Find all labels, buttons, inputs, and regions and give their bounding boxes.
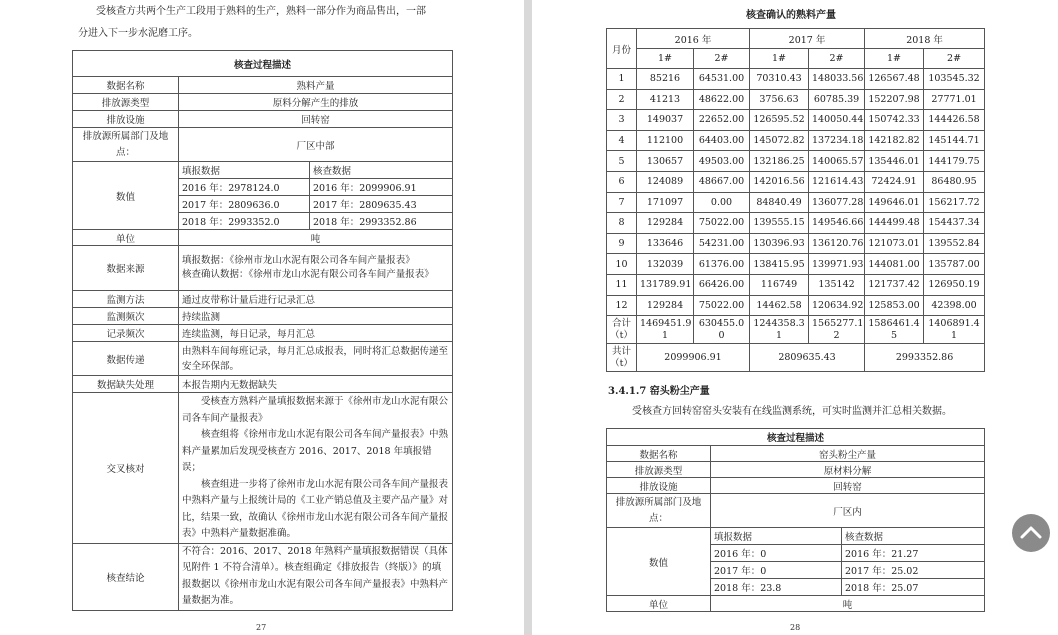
intro-line-2: 分进入下一步水泥磨工序。 [78, 28, 198, 39]
value-cell: 145072.82 [750, 130, 809, 151]
month-row [607, 151, 985, 172]
value-cell: 144426.58 [924, 110, 985, 131]
verified-value: 2018 年：2993352.86 [310, 213, 453, 230]
verification-table [72, 50, 453, 611]
row-label: 单位 [607, 596, 711, 612]
value-cell: 72424.91 [865, 171, 924, 192]
value-cell: 121614.43 [809, 171, 865, 192]
row-label: 数据来源 [73, 246, 179, 291]
value-cell: 149546.66 [809, 213, 865, 234]
subtotal-cell-line: 1 [661, 329, 669, 341]
row-value: 回转窑 [179, 111, 453, 128]
subtotal-cell-line: 1 [951, 329, 958, 341]
row-value: 本报告期内无数据缺失 [179, 376, 453, 393]
value-cell: 139555.15 [750, 213, 809, 234]
value-cell: 152207.98 [865, 89, 924, 110]
value-cell: 84840.49 [750, 192, 809, 213]
value-cell: 132039 [637, 254, 694, 275]
value-cell: 135446.01 [865, 151, 924, 172]
value-cell: 22652.00 [694, 110, 750, 131]
value-cell: 132186.25 [750, 151, 809, 172]
month-cell: 5 [607, 151, 637, 172]
subtotal-row [607, 316, 985, 344]
value-cell: 121737.42 [865, 274, 924, 295]
subtotal-cell [865, 316, 924, 344]
value-cell: 0.00 [694, 192, 750, 213]
row-value: 由熟料车间每班记录，每月汇总成报表，同时将汇总数据传递至安全环保部。 [179, 342, 453, 376]
row-label: 单位 [73, 230, 179, 246]
verified-value: 2018 年：25.07 [842, 579, 985, 596]
value-cell: 3756.63 [750, 89, 809, 110]
row-value: 原料分解产生的排放 [179, 94, 453, 111]
value-cell: 144081.00 [865, 254, 924, 275]
subtotal-cell-line: 1406891.4 [928, 317, 980, 329]
cross-check-para-1: 受核查方熟料产量填报数据来源于《徐州市龙山水泥有限公司各车间产量报表》 [182, 396, 449, 424]
month-header: 月份 [607, 29, 637, 69]
value-cell: 142182.82 [865, 130, 924, 151]
subtotal-cell-line: 1586461.4 [868, 317, 920, 329]
line-header: 1# [750, 49, 809, 69]
reported-value: 2018 年：2993352.0 [179, 213, 310, 230]
value-cell: 133646 [637, 233, 694, 254]
reported-header: 填报数据 [711, 528, 842, 545]
value-cell: 139552.84 [924, 233, 985, 254]
subtotal-cell-line: 2 [833, 329, 840, 341]
value-cell: 135142 [809, 274, 865, 295]
value-cell: 140065.57 [809, 151, 865, 172]
month-cell: 6 [607, 171, 637, 192]
value-cell: 139971.93 [809, 254, 865, 275]
subtotal-label-line: 合计 [611, 317, 631, 329]
value-cell: 130657 [637, 151, 694, 172]
page-gutter [524, 0, 532, 635]
subtotal-cell-line: 1 [775, 329, 783, 341]
row-label: 数据名称 [607, 446, 711, 462]
subtotal-cell [637, 316, 694, 344]
value-cell: 150742.33 [865, 110, 924, 131]
month-cell: 1 [607, 69, 637, 90]
verified-header: 核查数据 [842, 528, 985, 545]
value-cell: 130396.93 [750, 233, 809, 254]
row-value: 厂区中部 [179, 128, 453, 162]
value-cell: 66426.00 [694, 274, 750, 295]
total-label [607, 344, 637, 372]
value-cell: 41213 [637, 89, 694, 110]
value-cell: 144179.75 [924, 151, 985, 172]
table-title: 核查过程描述 [607, 429, 985, 446]
reported-value: 2016 年：0 [711, 545, 842, 562]
line-header: 1# [865, 49, 924, 69]
value-cell: 149646.01 [865, 192, 924, 213]
value-cell: 64531.00 [694, 69, 750, 90]
row-label: 核查结论 [73, 543, 179, 610]
value-cell: 136120.76 [809, 233, 865, 254]
month-row [607, 295, 985, 316]
row-label: 交叉核对 [73, 393, 179, 544]
verified-header: 核查数据 [310, 162, 453, 179]
value-cell: 120634.92 [809, 295, 865, 316]
section-paragraph: 受核查方回转窑窑头安装有在线监测系统，可实时监测并汇总相关数据。 [632, 406, 952, 417]
value-cell: 142016.56 [750, 171, 809, 192]
row-label: 排放源类型 [73, 94, 179, 111]
month-row [607, 233, 985, 254]
total-label-line: （t） [610, 357, 633, 369]
month-row [607, 110, 985, 131]
value-cell: 14462.58 [750, 295, 809, 316]
reported-value: 2018 年：23.8 [711, 579, 842, 596]
value-cell: 27771.01 [924, 89, 985, 110]
value-cell: 75022.00 [694, 295, 750, 316]
reported-header: 填报数据 [179, 162, 310, 179]
value-cell: 103545.32 [924, 69, 985, 90]
month-cell: 4 [607, 130, 637, 151]
left-page [0, 0, 524, 635]
section-title: 3.4.1.7 窑头粉尘产量 [608, 386, 710, 397]
value-cell: 136077.28 [809, 192, 865, 213]
month-row [607, 213, 985, 234]
value-cell: 124089 [637, 171, 694, 192]
value-cell: 54231.00 [694, 233, 750, 254]
value-cell: 156217.72 [924, 192, 985, 213]
clinker-output-table [606, 28, 985, 372]
row-label: 数值 [73, 162, 179, 230]
value-cell: 112100 [637, 130, 694, 151]
value-cell: 70310.43 [750, 69, 809, 90]
value-cell: 154437.34 [924, 213, 985, 234]
dust-verification-table [606, 428, 985, 612]
value-cell: 42398.00 [924, 295, 985, 316]
subtotal-cell [694, 316, 750, 344]
subtotal-cell [750, 316, 809, 344]
scroll-to-top-button[interactable] [1012, 514, 1050, 552]
value-cell: 64403.00 [694, 130, 750, 151]
value-cell: 86480.95 [924, 171, 985, 192]
line-header: 2# [809, 49, 865, 69]
month-row [607, 89, 985, 110]
row-label: 数值 [607, 528, 711, 596]
verified-value: 2017 年：25.02 [842, 562, 985, 579]
value-cell: 149037 [637, 110, 694, 131]
line-header: 2# [694, 49, 750, 69]
value-cell: 129284 [637, 213, 694, 234]
cross-check-para-3: 核查组进一步将了徐州市龙山水泥有限公司各车间产量报表中熟料产量与上报统计局的《工业产销总值及主要产品产量》对比，结果一致，故确认《徐州市龙山水泥有限公司各车间产量报表》中熟料产量数据准确。 [182, 478, 449, 539]
value-cell: 129284 [637, 295, 694, 316]
value-cell: 131789.91 [637, 274, 694, 295]
value-cell: 121073.01 [865, 233, 924, 254]
total-label-line: 共计 [611, 345, 631, 357]
subtotal-cell-line: 1244358.3 [753, 317, 805, 329]
year-header-2016: 2016 年 [637, 29, 750, 49]
row-value: 不符合：2016、2017、2018 年熟料产量填报数据错误（具体见附件 1 不符合清单）。核查组确定《排放报告（终版）》的填报数据以《徐州市龙山水泥有限公司各车间产量报表》中熟料产量数据为准。 [179, 543, 453, 610]
value-cell: 135787.00 [924, 254, 985, 275]
subtotal-label-line: （t） [610, 329, 633, 341]
value-cell: 75022.00 [694, 213, 750, 234]
row-value: 吨 [711, 596, 985, 612]
month-cell: 10 [607, 254, 637, 275]
month-row [607, 171, 985, 192]
cross-check-text [179, 393, 453, 544]
value-cell: 145144.71 [924, 130, 985, 151]
value-cell: 126950.19 [924, 274, 985, 295]
row-label: 排放设施 [607, 478, 711, 494]
total-cell: 2993352.86 [865, 344, 985, 372]
value-cell: 49503.00 [694, 151, 750, 172]
subtotal-cell [809, 316, 865, 344]
table-title: 核查过程描述 [73, 51, 453, 77]
total-cell: 2809635.43 [750, 344, 865, 372]
reported-value: 2017 年：0 [711, 562, 842, 579]
table-caption: 核查确认的熟料产量 [746, 10, 836, 21]
row-label: 数据缺失处理 [73, 376, 179, 393]
month-row [607, 192, 985, 213]
month-cell: 12 [607, 295, 637, 316]
value-cell: 60785.39 [809, 89, 865, 110]
value-cell: 126595.52 [750, 110, 809, 131]
chevron-up-icon [1012, 514, 1050, 552]
subtotal-cell-line: 0 [718, 329, 725, 341]
verified-value: 2016 年：21.27 [842, 545, 985, 562]
value-cell: 148033.56 [809, 69, 865, 90]
subtotal-cell-line: 630455.0 [698, 317, 745, 329]
reported-value: 2016 年：2978124.0 [179, 179, 310, 196]
line-header: 1# [637, 49, 694, 69]
month-row [607, 274, 985, 295]
total-row [607, 344, 985, 372]
row-value: 吨 [179, 230, 453, 246]
line-header: 2# [924, 49, 985, 69]
value-cell: 125853.00 [865, 295, 924, 316]
intro-line-1: 受核查方共两个生产工段用于熟料的生产，熟料一部分作为商品售出，一部 [96, 6, 426, 17]
subtotal-cell-line: 1565277.1 [812, 317, 864, 329]
value-cell: 138415.95 [750, 254, 809, 275]
row-value: 原材料分解 [711, 462, 985, 478]
row-value: 持续监测 [179, 308, 453, 325]
month-cell: 8 [607, 213, 637, 234]
value-cell: 126567.48 [865, 69, 924, 90]
value-cell: 61376.00 [694, 254, 750, 275]
page-number: 27 [256, 623, 267, 632]
right-page [532, 0, 1058, 635]
subtotal-label [607, 316, 637, 344]
month-row [607, 254, 985, 275]
row-label: 数据传递 [73, 342, 179, 376]
row-label: 监测方法 [73, 291, 179, 308]
value-cell: 171097 [637, 192, 694, 213]
year-header-2017: 2017 年 [750, 29, 865, 49]
subtotal-cell [924, 316, 985, 344]
row-label: 排放源类型 [607, 462, 711, 478]
row-label: 排放源所属部门及地点： [73, 128, 179, 162]
year-header-2018: 2018 年 [865, 29, 985, 49]
value-cell: 116749 [750, 274, 809, 295]
month-cell: 2 [607, 89, 637, 110]
value-cell: 144499.48 [865, 213, 924, 234]
row-value: 通过皮带称计量后进行记录汇总 [179, 291, 453, 308]
row-label: 排放设施 [73, 111, 179, 128]
row-label: 排放源所属部门及地点： [607, 494, 711, 528]
value-cell: 137234.18 [809, 130, 865, 151]
row-value: 回转窑 [711, 478, 985, 494]
month-cell: 11 [607, 274, 637, 295]
month-cell: 7 [607, 192, 637, 213]
row-label: 记录频次 [73, 325, 179, 342]
cross-check-para-2: 核查组将《徐州市龙山水泥有限公司各车间产量报表》中熟料产量累加后发现受核查方 2016、2017、2018 年填报错误； [182, 429, 449, 473]
subtotal-cell-line: 1469451.9 [640, 317, 692, 329]
value-cell: 85216 [637, 69, 694, 90]
month-row [607, 69, 985, 90]
row-value: 厂区内 [711, 494, 985, 528]
month-cell: 9 [607, 233, 637, 254]
row-value: 熟料产量 [179, 77, 453, 94]
subtotal-cell-line: 5 [891, 329, 898, 341]
page-number: 28 [790, 623, 801, 632]
row-label: 监测频次 [73, 308, 179, 325]
row-value: 填报数据：《徐州市龙山水泥有限公司各车间产量报表》 核查确认数据：《徐州市龙山水泥有限公司各车间产量报表》 [179, 246, 453, 291]
row-label: 数据名称 [73, 77, 179, 94]
value-cell: 48667.00 [694, 171, 750, 192]
month-cell: 3 [607, 110, 637, 131]
verified-value: 2017 年：2809635.43 [310, 196, 453, 213]
total-cell: 2099906.91 [637, 344, 750, 372]
row-value: 窑头粉尘产量 [711, 446, 985, 462]
row-value: 连续监测，每日记录，每月汇总 [179, 325, 453, 342]
month-row [607, 130, 985, 151]
value-cell: 48622.00 [694, 89, 750, 110]
reported-value: 2017 年：2809636.0 [179, 196, 310, 213]
value-cell: 140050.44 [809, 110, 865, 131]
verified-value: 2016 年：2099906.91 [310, 179, 453, 196]
